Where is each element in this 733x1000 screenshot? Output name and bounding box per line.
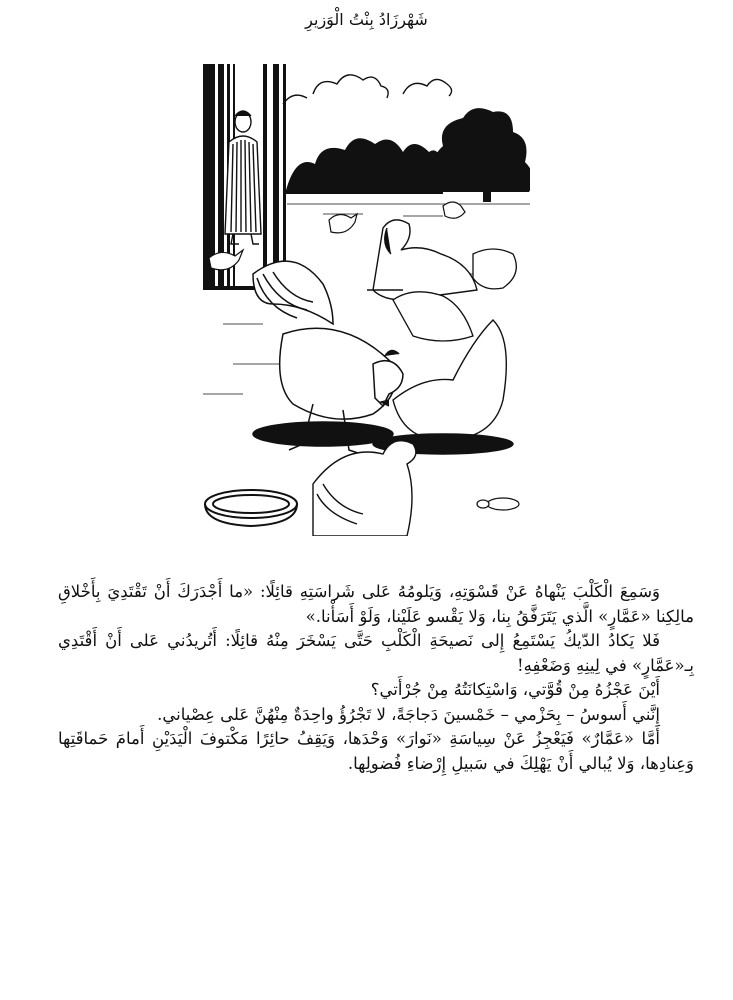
hen-figure-bottom xyxy=(313,441,416,536)
farmyard-illustration xyxy=(203,64,530,536)
paragraph-3: أَيْنَ عَجْزُهُ مِنْ قُوَّتي، وَاسْتِكانَتُهُ مِنْ جُرْأَتي؟ xyxy=(370,680,660,699)
stones xyxy=(477,498,519,510)
man-figure xyxy=(225,111,261,244)
dog-figure xyxy=(367,220,477,300)
clouds xyxy=(283,75,452,104)
paragraph-4: إِنَّني أَسوسُ – بِحَزْمي – خَمْسينَ دَجاجَةً، لا تَجْرُؤُ واحِدَةٌ مِنْهُنَّ عَلى عِصْياني. xyxy=(157,704,660,724)
running-header: شَهْرزَادُ بِنْتُ الْوَزيرِ xyxy=(305,10,428,29)
paragraph-2: فَلا يَكادُ الدّيكُ يَسْتَمِعُ إِلى نَصيحَةِ الْكَلْبِ حَتَّى يَسْخَرَ مِنْهُ قائِلًا: أَتُريدُني عَلى أَنْ أَقْتَدِي بِـ«عَمَّارٍ» في لِينِهِ وَضَعْفِهِ! xyxy=(58,631,694,675)
tree-line xyxy=(285,108,530,202)
story-text xyxy=(58,580,694,776)
paragraph-5: أَمَّا «عَمَّارٌ» فَيَعْجِزُ عَنْ سِياسَةِ «نَوارَ» وَحْدَها، وَيَقِفُ حائِرًا مَكْتوفَ الْيَدَيْنِ أَمامَ حَماقَتِها وَعِنادِها، وَلا يُبالي أَنْ يَهْلِكَ في سَبيلِ إِرْضاءِ فُضولِها. xyxy=(58,729,694,773)
water-dish xyxy=(205,490,297,526)
paragraph-1: وَسَمِعَ الْكَلْبَ يَنْهاهُ عَنْ قَسْوَتِهِ، وَيَلومُهُ عَلى شَراسَتِهِ قائِلًا: «ما أَجْدَرَكَ أَنْ تَقْتَدِيَ بِأَخْلاقِ مالِكِنا «عَمَّارٍ» الَّذي يَتَرَفَّقُ بِنا، وَلا يَقْسو عَلَيْنا، وَلَوْ أَسَأْنا.» xyxy=(58,582,694,626)
